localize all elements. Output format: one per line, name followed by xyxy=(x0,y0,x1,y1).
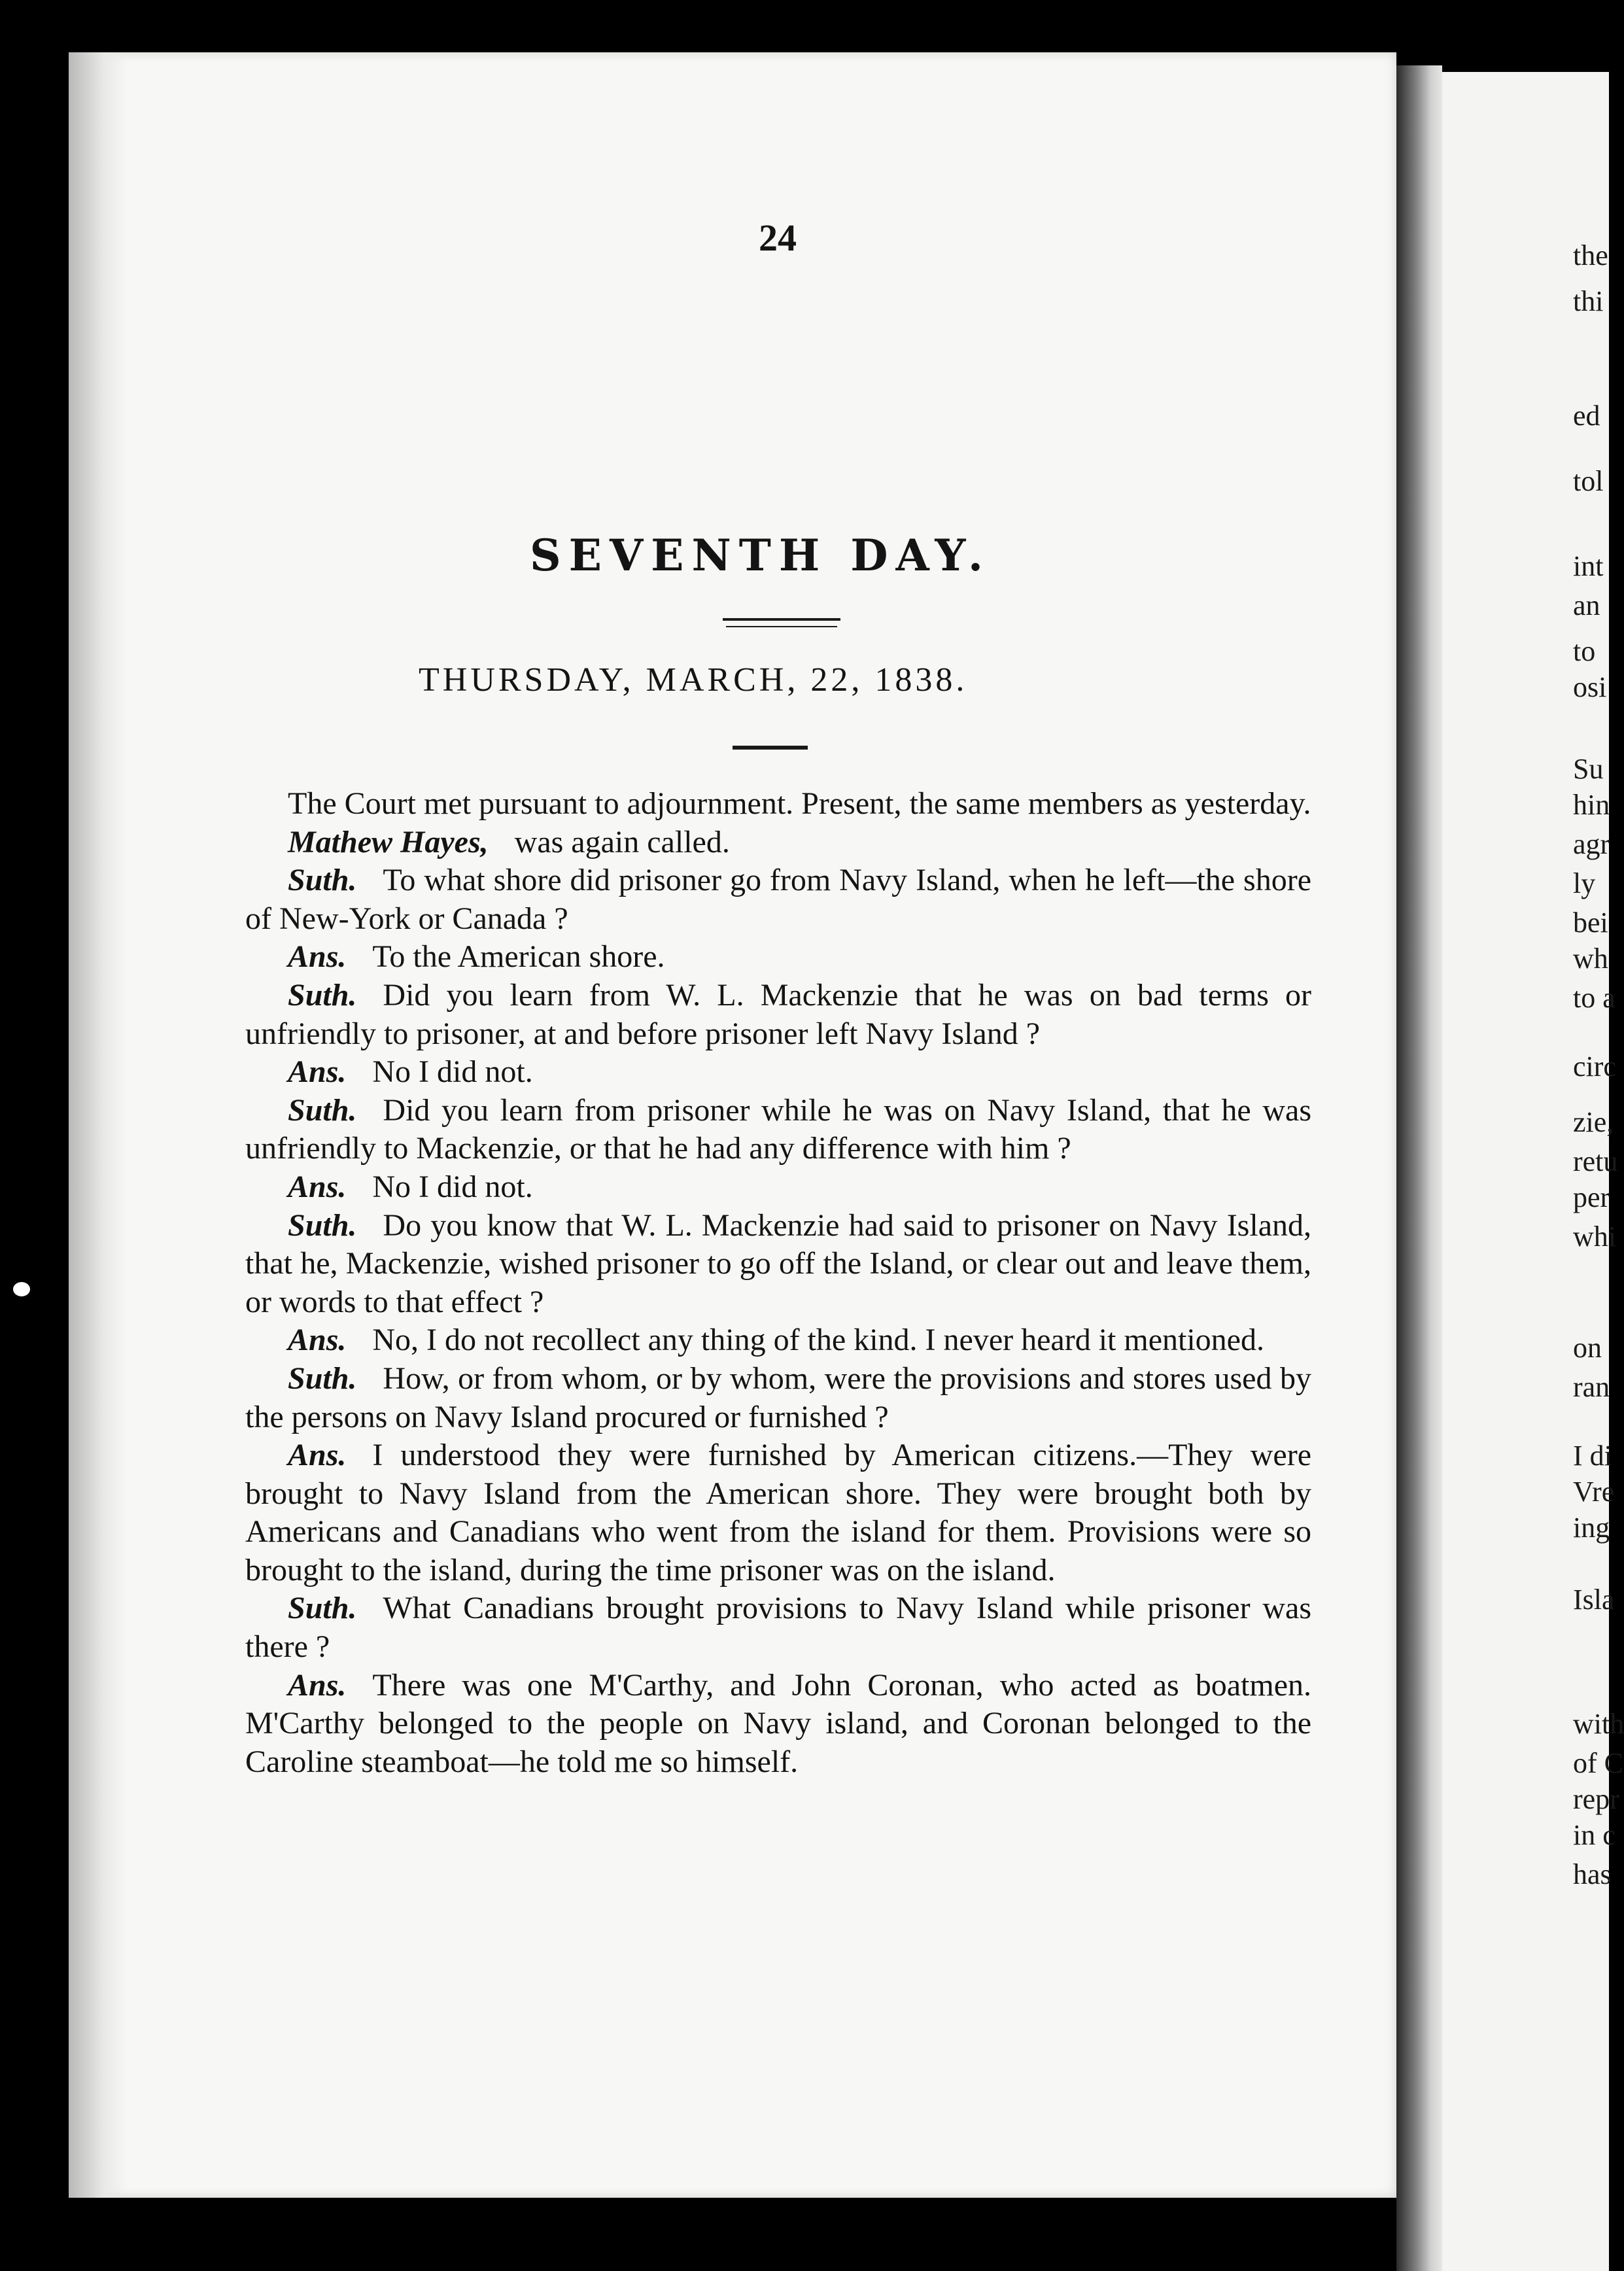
paragraph-text: was again called. xyxy=(514,824,730,859)
facing-page-text-fragment: ing xyxy=(1573,1512,1610,1544)
facing-page-text-fragment: in c xyxy=(1573,1819,1615,1851)
testimony-paragraph xyxy=(245,1168,1311,1207)
paragraph-text: Do you know that W. L. Mackenzie had said to prisoner on Navy Island, that he, Mackenzie, wished prisoner to go off the Island, or clear out and leave them, or words to that effect ? xyxy=(245,1207,1311,1319)
testimony-paragraph xyxy=(245,977,1311,1053)
speaker-label: Suth. xyxy=(288,863,357,898)
speaker-label: Mathew Hayes, xyxy=(288,824,489,859)
title-rule-thin xyxy=(726,626,837,627)
facing-page-text-fragment: has xyxy=(1573,1858,1612,1890)
speaker-label: Ans. xyxy=(288,1054,347,1090)
speaker-label: Suth. xyxy=(288,1092,357,1128)
paragraph-text: How, or from whom, or by whom, were the provisions and stores used by the persons on Navy Island procured or furnished ? xyxy=(245,1361,1311,1434)
page-edge-shadow xyxy=(69,52,128,2198)
facing-page-text-fragment: I di xyxy=(1573,1440,1612,1472)
facing-page-text-fragment: osi xyxy=(1573,671,1607,703)
facing-page-text-fragment: with xyxy=(1573,1708,1624,1740)
speaker-label: Ans. xyxy=(288,1323,347,1358)
date-line: THURSDAY, MARCH, 22, 1838. xyxy=(419,661,968,699)
facing-page-text-fragment: ran xyxy=(1573,1371,1610,1403)
testimony-paragraph xyxy=(245,785,1311,823)
speaker-label: Ans. xyxy=(288,939,347,975)
facing-page-text-fragment: circ xyxy=(1573,1050,1616,1083)
facing-page-text-fragment: on xyxy=(1573,1332,1602,1364)
speaker-label: Suth. xyxy=(288,1207,357,1243)
testimony-paragraph xyxy=(245,938,1311,977)
testimony-paragraph xyxy=(245,861,1311,938)
scan-speck xyxy=(13,1282,30,1296)
paragraph-text: There was one M'Carthy, and John Coronan, who acted as boatmen. M'Carthy belonged to the people on Navy island, and Coronan belonged to the Caroline steamboat—he told me so himself. xyxy=(245,1667,1311,1779)
facing-page-text-fragment: the xyxy=(1573,239,1608,271)
page-number: 24 xyxy=(759,217,797,259)
facing-page-text-fragment: ed xyxy=(1573,400,1600,432)
facing-page-text-fragment: per xyxy=(1573,1181,1610,1213)
testimony-paragraph xyxy=(245,1053,1311,1092)
facing-page-text-fragment: hin xyxy=(1573,789,1610,821)
facing-page-text-fragment: thi xyxy=(1573,285,1604,317)
facing-page-text-fragment: Su xyxy=(1573,753,1604,785)
facing-page-text-fragment: repr xyxy=(1573,1783,1619,1815)
facing-page-fragment xyxy=(1442,72,1624,2271)
paragraph-text: No I did not. xyxy=(372,1054,533,1090)
book-gutter xyxy=(1396,65,1442,2271)
paragraph-text: To the American shore. xyxy=(372,939,665,975)
paragraph-text: I understood they were furnished by American citizens.—They were brought to Navy Island from the American shore. They were brought both by Americans and Canadians who went from the island for them. Provisions were so brought to the island, during the time prisoner was on the island. xyxy=(245,1438,1311,1587)
speaker-label: Suth. xyxy=(288,977,357,1013)
speaker-label: Suth. xyxy=(288,1591,357,1626)
facing-page-text-fragment: to xyxy=(1573,635,1596,667)
speaker-label: Ans. xyxy=(288,1438,347,1473)
speaker-label: Ans. xyxy=(288,1169,347,1204)
paragraph-text: No, I do not recollect any thing of the kind. I never heard it mentioned. xyxy=(372,1323,1264,1358)
speaker-label: Ans. xyxy=(288,1667,347,1703)
facing-page-text-fragment: agr xyxy=(1573,828,1610,860)
paragraph-text: Did you learn from prisoner while he was on Navy Island, that he was unfriendly to Mackenzie, or that he had any difference with him ? xyxy=(245,1092,1311,1166)
testimony-paragraph xyxy=(245,1321,1311,1360)
paragraph-text: What Canadians brought provisions to Navy Island while prisoner was there ? xyxy=(245,1591,1311,1665)
facing-page-text-fragment: ly xyxy=(1573,867,1596,899)
testimony-paragraph xyxy=(245,1667,1311,1782)
speaker-label: Suth. xyxy=(288,1361,357,1396)
paragraph-text: The Court met pursuant to adjournment. Present, the same members as yesterday. xyxy=(288,786,1311,821)
testimony-paragraph xyxy=(245,1360,1311,1436)
facing-page-text-fragment: tol xyxy=(1573,465,1604,497)
facing-page-text-fragment: retu xyxy=(1573,1145,1618,1177)
paragraph-text: Did you learn from W. L. Mackenzie that he was on bad terms or unfriendly to prisoner, at and before prisoner left Navy Island ? xyxy=(245,977,1311,1051)
testimony-text xyxy=(245,785,1311,1781)
facing-page-text-fragment: whi xyxy=(1573,1221,1616,1253)
facing-page-text-fragment: zie, xyxy=(1573,1106,1614,1138)
day-title: SEVENTH DAY. xyxy=(530,530,991,581)
date-rule xyxy=(733,746,808,750)
testimony-paragraph xyxy=(245,1436,1311,1589)
testimony-paragraph xyxy=(245,1092,1311,1168)
facing-page-text-fragment: of C xyxy=(1573,1747,1623,1779)
testimony-paragraph xyxy=(245,1589,1311,1666)
facing-page-text-fragment: int xyxy=(1573,550,1604,582)
facing-page-text-fragment: bei xyxy=(1573,907,1608,939)
facing-page-text-fragment: an xyxy=(1573,589,1600,621)
facing-page-text-fragment: Isla xyxy=(1573,1584,1615,1616)
testimony-paragraph xyxy=(245,1207,1311,1322)
facing-page-text-fragment: Vre xyxy=(1573,1476,1615,1508)
facing-page-text-fragment: to a xyxy=(1573,982,1615,1014)
paragraph-text: No I did not. xyxy=(372,1169,533,1204)
title-rule xyxy=(723,618,840,621)
facing-page-text-fragment: wh xyxy=(1573,943,1608,975)
paragraph-text: To what shore did prisoner go from Navy Island, when he left—the shore of New-York or Canada ? xyxy=(245,863,1311,936)
testimony-paragraph xyxy=(245,823,1311,862)
